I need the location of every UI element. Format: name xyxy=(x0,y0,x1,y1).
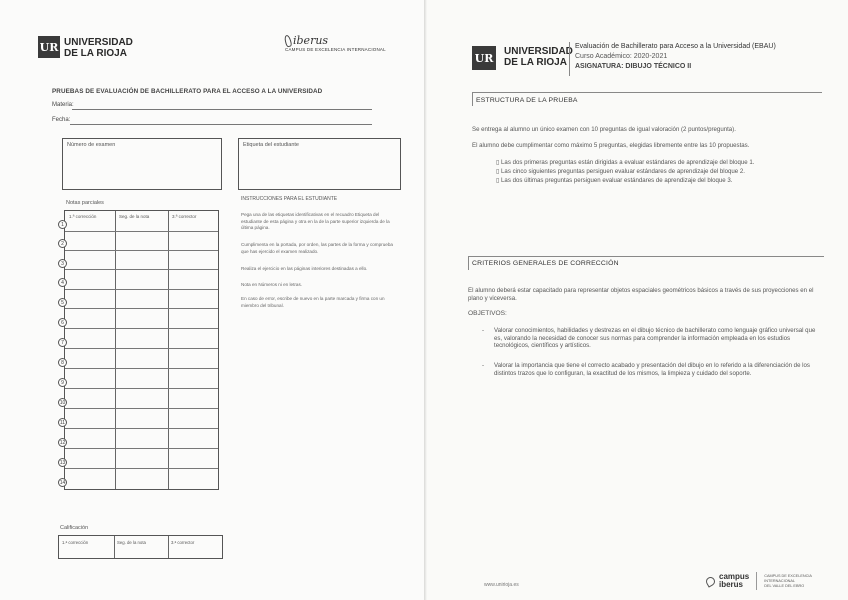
grid-row-line xyxy=(65,328,218,329)
campus-brand-line2: iberus xyxy=(719,580,744,589)
campus-divider xyxy=(756,572,757,590)
calificacion-divider xyxy=(114,536,115,558)
criteria-paragraph: El alumno deberá estar capacitado para representar objetos espaciales geométricos básicos a través de sus proyecciones en el plano y viceversa. xyxy=(468,287,814,302)
objectives-label: OBJETIVOS: xyxy=(468,310,507,317)
question-number-11: 11 xyxy=(59,419,66,426)
campus-tagline xyxy=(764,574,812,589)
exam-number-box[interactable] xyxy=(62,138,222,190)
grid-row-line xyxy=(65,231,218,232)
question-number-3: 3 xyxy=(58,259,67,268)
exam-header-line3: ASIGNATURA: DIBUJO TÉCNICO II xyxy=(575,63,692,70)
structure-bullet-2: ▯ Las cinco siguientes preguntas persiguen evaluar estándares de aprendizaje del bloque 2. xyxy=(496,168,745,175)
header-divider xyxy=(569,42,570,76)
question-number-2: 2 xyxy=(58,239,67,248)
objective-2: Valorar la importancia que tiene el correcto acabado y presentación del dibujo en lo referido a la diferenciación de los distintos trazos que lo configuran, la exactitud de los mismos, la limpieza y cuidado del soporte. xyxy=(494,362,810,377)
exam-header xyxy=(575,42,776,72)
campus-tagline-2: INTERNACIONAL xyxy=(764,578,796,583)
campus-iberus-logo xyxy=(706,572,812,590)
student-label-text: Etiqueta del estudiante xyxy=(243,142,299,148)
question-number-8: 8 xyxy=(58,358,67,367)
exam-header-line2: Curso Académico: 2020-2021 xyxy=(575,53,668,60)
student-label-box[interactable] xyxy=(238,138,401,190)
structure-bullet-1: ▯ Las dos primeras preguntas están dirigidas a evaluar estándares de aprendizaje del bloque 1. xyxy=(496,159,755,166)
grid-row-line xyxy=(65,428,218,429)
footer-url[interactable]: www.unirioja.es xyxy=(484,582,519,588)
partial-notes-grid xyxy=(64,210,219,490)
question-number-7: 7 xyxy=(58,338,67,347)
instruction-1: Pega una de las etiquetas identificativas en el recuadro Etiqueta del estudiante de esta página y otra en la de la parte superior izquierda de la última página. xyxy=(241,212,390,230)
objective-bullet-1: - xyxy=(482,327,485,334)
question-number-10: 10 xyxy=(59,399,66,406)
form-title: PRUEBAS DE EVALUACIÓN DE BACHILLERATO PARA EL ACCESO A LA UNIVERSIDAD xyxy=(52,88,323,95)
structure-paragraph-2: El alumno debe cumplimentar como máximo 5 preguntas, elegidas libremente entre las 10 propuestas. xyxy=(472,142,750,149)
question-number-1: 1 xyxy=(58,220,67,229)
structure-bullet-3: ▯ Las dos últimas preguntas persiguen evaluar estándares de aprendizaje del bloque 3. xyxy=(496,177,733,184)
university-name-line2: DE LA RIOJA xyxy=(504,57,567,68)
iberus-name: iberus xyxy=(293,34,329,47)
university-name-line2: DE LA RIOJA xyxy=(64,48,127,59)
question-number-4: 4 xyxy=(58,278,67,287)
materia-input-line[interactable] xyxy=(72,109,372,110)
grid-row-line xyxy=(65,388,218,389)
objective-bullet-2: - xyxy=(482,362,485,369)
grid-row-line xyxy=(65,448,218,449)
grid-row-line xyxy=(65,408,218,409)
iberus-tagline: CAMPUS DE EXCELENCIA INTERNACIONAL xyxy=(285,47,386,52)
iberus-logo xyxy=(285,34,386,52)
structure-paragraph-1: Se entrega al alumno un único examen con 10 preguntas de igual valoración (2 puntos/pregunta). xyxy=(472,126,736,133)
grid-header-2: Seg. de la nota xyxy=(119,214,150,219)
structure-bullet-2-text: Las cinco siguientes preguntas persiguen evaluar estándares de aprendizaje del bloque 2. xyxy=(501,168,745,175)
university-name-line1: UNIVERSIDAD xyxy=(504,46,573,57)
university-name xyxy=(64,37,133,59)
question-number-6: 6 xyxy=(58,318,67,327)
grid-row-line xyxy=(65,368,218,369)
leaf-icon xyxy=(284,34,293,47)
grid-row-line xyxy=(65,308,218,309)
structure-bullet-3-text: Las dos últimas preguntas persiguen evaluar estándares de aprendizaje del bloque 3. xyxy=(501,177,733,184)
instruction-4: Nota en Números ni en letras. xyxy=(241,282,303,287)
materia-label: Materia: xyxy=(52,102,74,108)
calificacion-label: Calificación xyxy=(60,525,89,531)
objective-1: Valorar conocimientos, habilidades y destrezas en el dibujo técnico de bachillerato como lenguaje gráfico universal que es, valorando la necesidad de conocer sus normas para comprender la información empleada en los estudios tecnológicos, científicos y artísticos. xyxy=(494,327,816,350)
calificacion-header-3: 3.ª corrector xyxy=(171,540,195,545)
grid-row-line xyxy=(65,348,218,349)
campus-leaf-icon xyxy=(704,575,716,587)
structure-title: ESTRUCTURA DE LA PRUEBA xyxy=(476,97,578,104)
partial-notes-label: Notas parciales xyxy=(66,200,104,206)
university-logo-icon: UR xyxy=(472,46,496,70)
instruction-3: Realiza el ejercicio en las páginas interiores destinadas a ello. xyxy=(241,266,368,271)
exam-number-label: Número de examen xyxy=(67,142,116,148)
calificacion-box[interactable] xyxy=(58,535,223,559)
campus-tagline-3: DEL VALLE DEL EBRO xyxy=(764,583,805,588)
calificacion-divider xyxy=(168,536,169,558)
fecha-input-line[interactable] xyxy=(70,124,372,125)
instruction-5: En caso de error, escribe de nuevo en la parte marcada y firma con un miembro del tribunal. xyxy=(241,296,385,308)
question-number-5: 5 xyxy=(58,298,67,307)
exam-header-line1: Evaluación de Bachillerato para Acceso a la Universidad (EBAU) xyxy=(575,43,776,50)
campus-tagline-1: CAMPUS DE EXCELENCIA xyxy=(764,573,812,578)
fecha-label: Fecha: xyxy=(52,117,71,123)
question-number-13: 13 xyxy=(59,459,66,466)
grid-row-line xyxy=(65,250,218,251)
calificacion-header-1: 1.ª corrección xyxy=(62,540,89,545)
campus-brand-line1: campus xyxy=(719,572,750,581)
instructions-title: INSTRUCCIONES PARA EL ESTUDIANTE xyxy=(241,196,338,202)
university-name xyxy=(504,46,573,68)
grid-row-line xyxy=(65,468,218,469)
grid-header-1: 1.ª corrección xyxy=(69,214,97,219)
question-number-14: 14 xyxy=(59,479,66,486)
grid-row-line xyxy=(65,289,218,290)
grid-header-3: 3.ª corrector xyxy=(172,214,197,219)
question-number-12: 12 xyxy=(59,439,66,446)
question-number-9: 9 xyxy=(58,378,67,387)
grid-row-line xyxy=(65,269,218,270)
structure-bullet-1-text: Las dos primeras preguntas están dirigidas a evaluar estándares de aprendizaje del bloque 1. xyxy=(501,159,755,166)
university-logo-icon: UR xyxy=(38,36,60,58)
university-name-line1: UNIVERSIDAD xyxy=(64,37,133,48)
instruction-2: Cumplimenta en la portada, por orden, las partes de la forma y comprueba que has ejercido el examen realizado. xyxy=(241,242,393,254)
criteria-title: CRITERIOS GENERALES DE CORRECCIÓN xyxy=(472,260,619,267)
calificacion-header-2: Seg. de la nota xyxy=(117,540,146,545)
right-page xyxy=(424,0,848,600)
